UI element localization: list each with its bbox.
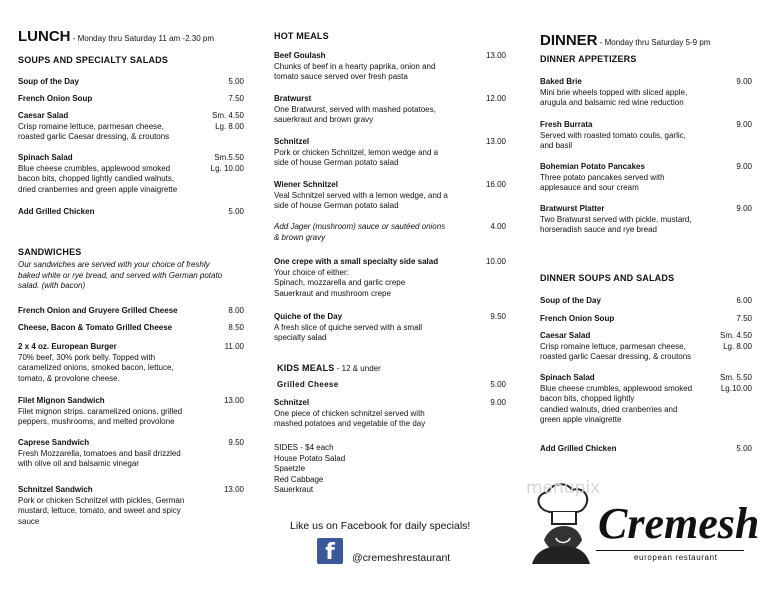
item-price: 9.00: [736, 77, 752, 86]
item-price: 9.00: [736, 120, 752, 129]
dinner-soups-heading: DINNER SOUPS AND SALADS: [540, 273, 675, 283]
item-price: [720, 373, 752, 394]
item-name: Beef Goulash: [274, 51, 326, 60]
item-name: Caesar Salad: [540, 331, 591, 340]
item-name: Wiener Schnitzel: [274, 180, 338, 189]
restaurant-logo: [522, 478, 760, 570]
item-desc: Add Jager (mushroom) sauce or sautéed onions: [274, 222, 446, 231]
item-desc: mustard, lettuce, tomato, and sweet and spicy: [18, 506, 181, 515]
item-name: Bohemian Potato Pancakes: [540, 162, 645, 171]
lunch-title: LUNCH: [18, 28, 71, 45]
item-name: Caesar Salad: [18, 111, 69, 120]
side-item: Red Cabbage: [274, 474, 324, 484]
lunch-soup-item: [18, 111, 244, 143]
lunch-soup-item: [18, 207, 244, 218]
dinner-soup-item: [540, 444, 752, 455]
item-name: Grilled Cheese: [277, 380, 339, 389]
item-desc: Fresh Mozzarella, tomatoes and basil drizzled: [18, 448, 181, 458]
hot-meal-item: [274, 180, 506, 212]
hot-meal-item: [274, 94, 506, 126]
hot-meal-addon: [274, 222, 506, 243]
item-name: Schnitzel: [274, 137, 310, 146]
item-name: 2 x 4 oz. European Burger: [18, 342, 117, 351]
item-price: 9.00: [490, 398, 506, 407]
kids-meal-item: [274, 398, 506, 430]
item-price: 9.50: [490, 312, 506, 321]
item-name: Spinach Salad: [540, 373, 595, 382]
kids-meals-header: [277, 358, 381, 376]
item-desc: Blue cheese crumbles, applewood smoked: [540, 383, 693, 393]
lunch-soup-item: [18, 77, 244, 88]
item-desc: & brown gravy: [274, 232, 326, 242]
item-price: [720, 331, 752, 352]
logo-rule: [596, 550, 744, 551]
item-price: 10.00: [485, 257, 506, 266]
note-line: Our sandwiches are served with your choice of freshly: [18, 260, 210, 269]
item-price: 7.50: [736, 314, 752, 323]
item-price: 16.00: [485, 180, 506, 189]
appetizer-item: [540, 77, 752, 109]
note-line: baked white or rye bread, and served with German potato: [18, 270, 223, 280]
item-desc: caramelized onions, smoked bacon, lettuce,: [18, 363, 174, 372]
logo-watermark: menupix: [526, 478, 601, 498]
side-item: House Potato Salad: [274, 453, 346, 463]
item-name: French Onion Soup: [540, 314, 615, 323]
item-desc: dried cranberries and green apple vinaigrette: [18, 184, 178, 194]
dinner-soup-item: [540, 314, 752, 325]
kids-meal-item: [277, 380, 506, 391]
item-desc: Filet mignon strips. caramelized onions, grilled: [18, 406, 183, 416]
item-desc: Your choice of either:: [274, 267, 349, 277]
sides-block: [274, 443, 506, 496]
item-price: 5.00: [736, 444, 752, 453]
item-name: French Onion and Gruyere Grilled Cheese: [18, 306, 178, 315]
item-name: Soup of the Day: [18, 77, 79, 86]
item-desc: One piece of chicken schnitzel served with: [274, 408, 425, 418]
price-large: Lg.10.00: [720, 383, 752, 393]
price-large: Lg. 8.00: [723, 341, 752, 351]
item-name: Spinach Salad: [18, 153, 73, 162]
side-item: Spaetzle: [274, 464, 306, 473]
item-desc: Blue cheese crumbles, applewood smoked: [18, 163, 171, 173]
price-small: Sm. 4.50: [211, 111, 244, 120]
kids-meals-heading: KIDS MEALS: [277, 363, 335, 373]
item-price: 9.00: [736, 204, 752, 213]
price-small: Sm. 5.50: [719, 373, 752, 382]
item-name: Add Grilled Chicken: [540, 444, 617, 453]
lunch-header: [18, 28, 214, 46]
item-desc: arugula and balsamic red wine reduction: [540, 98, 684, 107]
price-small: Sm.5.50: [214, 153, 244, 162]
item-desc: Mini brie wheels topped with sliced apple,: [540, 87, 688, 97]
item-desc: sauerkraut and brown gravy: [274, 115, 374, 124]
item-desc: Crisp romaine lettuce, parmesan cheese,: [18, 121, 164, 131]
item-desc: bacon bits, chopped lightly candied walnuts,: [18, 174, 175, 183]
facebook-promo: Like us on Facebook for daily specials!: [290, 520, 471, 532]
item-name: Baked Brie: [540, 77, 582, 86]
item-desc: horseradish sauce and rye bread: [540, 225, 657, 234]
item-name: Soup of the Day: [540, 296, 601, 305]
item-desc: Served with roasted tomato coulis, garlic,: [540, 130, 686, 140]
item-desc: 70% beef, 30% pork belly. Topped with: [18, 352, 156, 362]
sandwich-item: [18, 323, 244, 334]
item-price: 4.00: [490, 222, 506, 231]
item-desc: side of house German potato salad: [274, 158, 399, 167]
item-price: 8.50: [228, 323, 244, 332]
item-name: Bratwurst: [274, 94, 312, 103]
item-desc: bacon bits, chopped lightly: [540, 394, 635, 403]
lunch-soup-item: [18, 94, 244, 105]
hot-meal-item: [274, 312, 506, 344]
item-name: Bratwurst Platter: [540, 204, 605, 213]
item-desc: Pork or chicken Schnitzel, lemon wedge and a: [274, 147, 439, 157]
hot-meal-item: [274, 137, 506, 169]
logo-tagline: european restaurant: [634, 553, 718, 562]
item-name: Schnitzel: [274, 398, 310, 407]
dinner-header: [540, 32, 710, 50]
dinner-title: DINNER: [540, 32, 598, 49]
item-price: [211, 153, 244, 174]
item-price: 5.00: [228, 207, 244, 216]
item-desc: One Bratwurst, served with mashed potatoes,: [274, 104, 436, 114]
sandwich-item: [18, 396, 244, 428]
item-name: Filet Mignon Sandwich: [18, 396, 105, 405]
item-price: 9.50: [228, 438, 244, 447]
item-desc: tomato sauce served over fresh pasta: [274, 72, 408, 81]
item-desc: Pork or chicken Schnitzel with pickles, German: [18, 495, 185, 505]
sandwiches-note: [18, 260, 244, 292]
dinner-soup-item: [540, 296, 752, 307]
item-desc: Sauerkraut and mushroom crepe: [274, 288, 391, 298]
hot-meal-item: [274, 257, 506, 299]
item-desc: Three potato pancakes served with: [540, 172, 665, 182]
item-desc: and basil: [540, 141, 573, 150]
item-price: 13.00: [223, 485, 244, 494]
item-name: One crepe with a small specialty side salad: [274, 257, 439, 266]
dinner-soup-item: [540, 331, 752, 363]
item-desc: peppers, mushrooms, and melted provolone: [18, 417, 175, 426]
note-line: salad. (with bacon): [18, 281, 86, 290]
item-desc: A fresh slice of quiche served with a small: [274, 322, 423, 332]
item-desc: Chunks of beef in a hearty paprika, onion and: [274, 61, 436, 71]
item-name: Fresh Burrata: [540, 120, 593, 129]
item-name: Cheese, Bacon & Tomato Grilled Cheese: [18, 323, 173, 332]
sandwich-item: [18, 485, 244, 527]
item-price: 11.00: [224, 342, 244, 351]
sandwich-item: [18, 306, 244, 317]
price-large: Lg. 10.00: [210, 163, 244, 173]
dinner-appetizers-heading: DINNER APPETIZERS: [540, 54, 637, 64]
sandwich-item: [18, 438, 244, 470]
item-price: 13.00: [223, 396, 244, 405]
price-small: Sm. 4.50: [719, 331, 752, 340]
item-desc: specialty salad: [274, 333, 327, 342]
item-desc: green apple vinaigrette: [540, 415, 622, 424]
item-desc: side of house German potato salad: [274, 201, 399, 210]
item-name: Quiche of the Day: [274, 312, 343, 321]
item-price: 12.00: [485, 94, 506, 103]
item-desc: applesauce and sour cream: [540, 183, 639, 192]
item-price: 13.00: [485, 51, 506, 60]
side-item: Sauerkraut: [274, 485, 314, 494]
logo-name: Cremesh: [598, 499, 760, 548]
item-desc: Spinach, mozzarella and garlic crepe: [274, 278, 406, 287]
item-price: 8.00: [228, 306, 244, 315]
facebook-handle[interactable]: @cremeshrestaurant: [352, 552, 451, 564]
item-desc: roasted garlic Caesar dressing, & croutons: [18, 132, 170, 141]
sandwiches-heading: SANDWICHES: [18, 247, 82, 257]
item-price: 5.00: [228, 77, 244, 86]
price-large: Lg. 8.00: [215, 121, 244, 131]
item-desc: mashed potatoes and vegetable of the day: [274, 419, 426, 428]
appetizer-item: [540, 162, 752, 194]
sides-heading: SIDES - $4 each: [274, 443, 334, 452]
item-price: 5.00: [490, 380, 506, 389]
lunch-soup-item: [18, 153, 244, 195]
item-desc: Crisp romaine lettuce, parmesan cheese,: [540, 341, 686, 351]
item-price: 6.00: [736, 296, 752, 305]
item-name: Schnitzel Sandwich: [18, 485, 93, 494]
item-price: [212, 111, 244, 132]
item-name: Add Grilled Chicken: [18, 207, 95, 216]
item-name: Caprese Sandwich: [18, 438, 90, 447]
item-price: 7.50: [228, 94, 244, 103]
hot-meals-heading: HOT MEALS: [274, 31, 329, 41]
facebook-icon[interactable]: f: [317, 538, 343, 564]
dinner-soup-item: [540, 373, 752, 426]
item-desc: roasted garlic Caesar dressing, & croutons: [540, 352, 692, 361]
item-desc: with olive oil and balsamic vinegar: [18, 459, 139, 468]
appetizer-item: [540, 120, 752, 152]
item-desc: Two Bratwurst served with pickle, mustard,: [540, 214, 692, 224]
item-desc: candied walnuts, dried cranberries and: [540, 404, 678, 414]
kids-meals-age: - 12 & under: [334, 364, 381, 373]
sandwich-item: [18, 342, 244, 384]
item-desc: tomato, & provolone cheese.: [18, 373, 120, 383]
appetizer-item: [540, 204, 752, 236]
item-name: French Onion Soup: [18, 94, 93, 103]
item-desc: sauce: [18, 516, 40, 526]
lunch-soups-heading: SOUPS AND SPECIALTY SALADS: [18, 55, 169, 65]
dinner-hours: - Monday thru Saturday 5-9 pm: [597, 38, 711, 47]
item-price: 9.00: [736, 162, 752, 171]
item-price: 13.00: [485, 137, 506, 146]
lunch-hours: - Monday thru Saturday 11 am -2.30 pm: [70, 34, 214, 43]
hot-meal-item: [274, 51, 506, 83]
item-desc: Veal Schnitzel served with a lemon wedge, and a: [274, 190, 448, 200]
